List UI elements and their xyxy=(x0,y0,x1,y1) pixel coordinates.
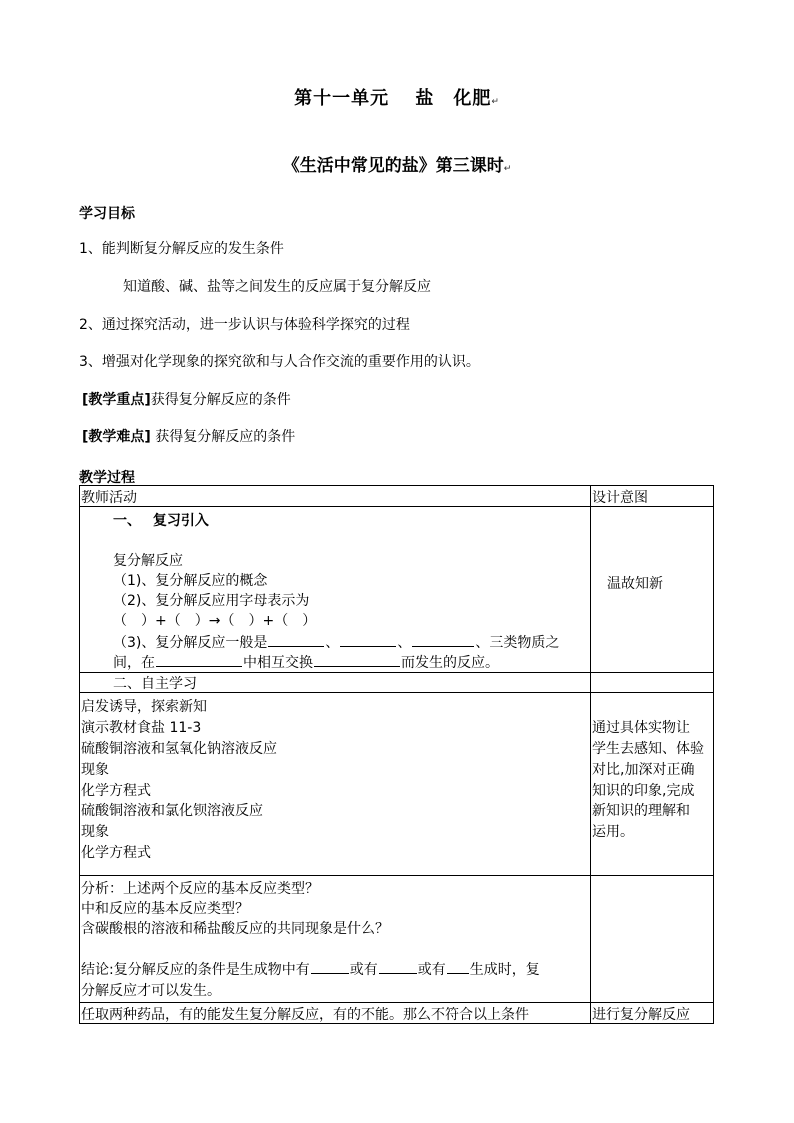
text-line: 硫酸铜溶液和氯化钡溶液反应 xyxy=(81,803,263,819)
table-row xyxy=(80,693,714,876)
text-line: （2)、复分解反应用字母表示为 xyxy=(113,593,310,609)
empty-cell xyxy=(591,673,714,693)
blank xyxy=(156,665,242,667)
objective-1-detail: 知道酸、碱、盐等之间发生的反应属于复分解反应 xyxy=(123,279,431,295)
practice-cell xyxy=(80,1003,591,1024)
key-point-text: 获得复分解反应的条件 xyxy=(150,392,291,408)
text-line: 含碳酸根的溶液和稀盐酸反应的共同现象是什么？ xyxy=(81,921,389,937)
intent-self-study-cell xyxy=(591,693,714,876)
unit-title: 第十一单元 盐 化肥↵ xyxy=(294,88,500,109)
text-line-with-blanks: 间，在 中相互交换 而发生的反应。 xyxy=(113,655,499,671)
text-line: 化学方程式 xyxy=(81,845,151,861)
text-line: 启发诱导，探索新知 xyxy=(81,699,207,715)
text-line: 硫酸铜溶液和氢氧化钠溶液反应 xyxy=(81,741,277,757)
self-study-content-cell xyxy=(80,693,591,876)
blank xyxy=(311,972,349,974)
intent-text: 学生去感知、体验 xyxy=(592,741,704,757)
text-line: 现象 xyxy=(81,824,109,840)
text-line: 分解反应才可以发生。 xyxy=(81,983,221,999)
table-row xyxy=(80,673,714,693)
blank xyxy=(340,645,396,647)
paragraph-mark-icon: ↵ xyxy=(491,97,500,107)
intent-text: 运用。 xyxy=(592,824,634,840)
intent-practice-cell xyxy=(591,1003,714,1024)
blank xyxy=(447,972,469,974)
text-line: （ ）+（ ）→（ ）+（ ） xyxy=(113,613,317,629)
analysis-cell xyxy=(80,876,591,1003)
lesson-title: 《生活中常见的盐》第三课时↵ xyxy=(282,156,512,176)
difficult-point-text: 获得复分解反应的条件 xyxy=(150,429,296,445)
text-line: 复分解反应 xyxy=(113,553,183,569)
text-line: 演示教材食盐 11-3 xyxy=(81,720,202,736)
text-line: 分析：上述两个反应的基本反应类型？ xyxy=(81,881,319,897)
objective-3: 3、增强对化学现象的探究欲和与人合作交流的重要作用的认识。 xyxy=(79,354,480,370)
text-line-with-blanks: （3)、复分解反应一般是 、 、 、三类物质之 xyxy=(113,635,560,651)
blank xyxy=(268,645,324,647)
section-self-study: 二、自主学习 xyxy=(113,676,197,692)
header-design-intent: 设计意图 xyxy=(591,486,714,507)
blank xyxy=(314,665,400,667)
teaching-difficult-point xyxy=(82,426,295,446)
self-study-section-cell xyxy=(80,673,591,693)
intent-text: 新知识的理解和 xyxy=(592,803,690,819)
intent-review-cell xyxy=(591,507,714,673)
text-line: 任取两种药品，有的能发生复分解反应，有的不能。那么不符合以上条件 xyxy=(81,1007,529,1023)
empty-cell xyxy=(591,876,714,1003)
text-line: 化学方程式 xyxy=(81,783,151,799)
intent-text: 知识的印象,完成 xyxy=(592,783,695,799)
text-line: 中和反应的基本反应类型？ xyxy=(81,901,249,917)
teaching-key-point xyxy=(82,389,291,409)
table-header-row xyxy=(80,486,714,507)
objective-2: 2、通过探究活动，进一步认识与体验科学探究的过程 xyxy=(79,317,410,333)
intent-text: 通过具体实物让 xyxy=(592,720,690,736)
lesson-process-table xyxy=(79,485,714,1024)
table-row xyxy=(80,1003,714,1024)
intent-text: 温故知新 xyxy=(607,576,663,592)
table-row xyxy=(80,507,714,673)
table-row xyxy=(80,876,714,1003)
review-intro-cell xyxy=(80,507,591,673)
paragraph-mark-icon: ↵ xyxy=(503,164,512,174)
text-line: （1)、复分解反应的概念 xyxy=(113,573,268,589)
difficult-point-label: [教学难点] xyxy=(82,429,151,445)
intent-text: 进行复分解反应 xyxy=(592,1007,690,1023)
section-review-intro: 一、 复习引入 xyxy=(113,513,209,529)
conclusion-line: 结论:复分解反应的条件是生成物中有 或有 或有 生成时，复 xyxy=(81,962,540,978)
blank xyxy=(412,645,474,647)
key-point-label: [教学重点] xyxy=(82,392,151,408)
objective-1: 1、能判断复分解反应的发生条件 xyxy=(79,241,284,257)
header-teacher-activity: 教师活动 xyxy=(80,486,591,507)
text-line: 现象 xyxy=(81,762,109,778)
process-heading: 教学过程 xyxy=(79,470,135,486)
blank xyxy=(379,972,417,974)
objectives-heading: 学习目标 xyxy=(79,206,135,222)
intent-text: 对比,加深对正确 xyxy=(592,762,695,778)
